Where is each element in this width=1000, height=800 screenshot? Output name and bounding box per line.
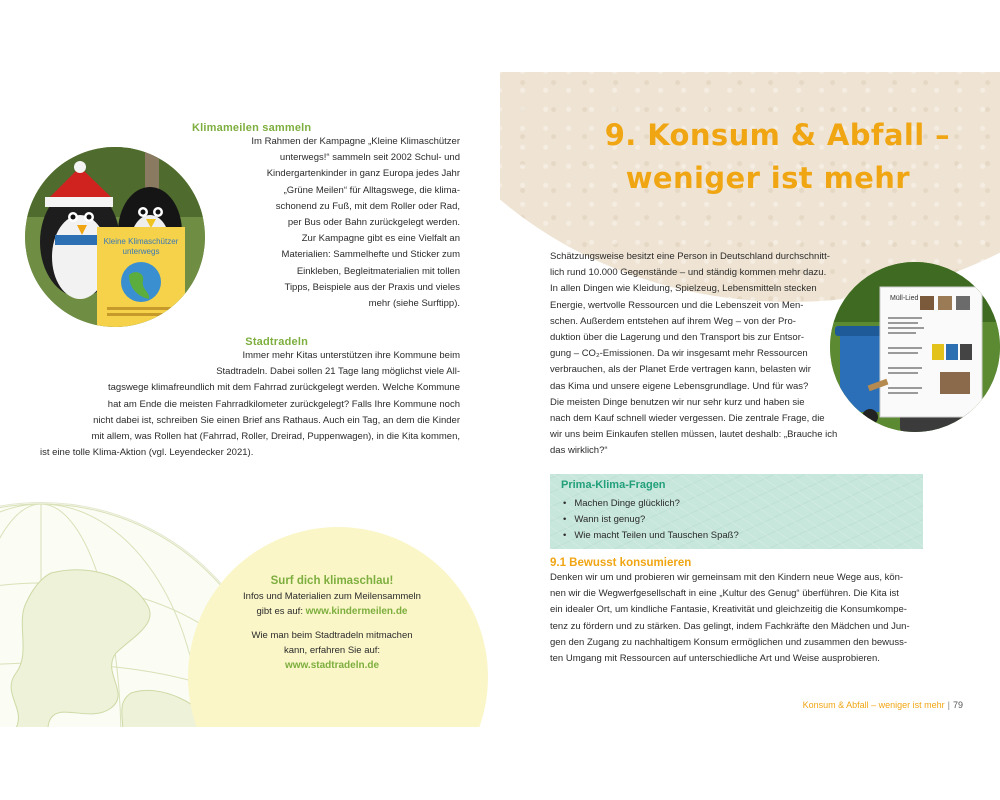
prima-klima-list	[563, 496, 739, 544]
surf-tip-line	[232, 604, 432, 619]
page-footer	[690, 700, 963, 710]
text-line: Denken wir um und probieren wir gemeinsam mit den Kindern neue Wege aus, kön-	[550, 572, 904, 583]
surf-tip-line: Infos und Materialien zum Meilensammeln	[243, 591, 421, 602]
section-bewusst-konsumieren	[550, 557, 922, 667]
text-line: nicht dabei ist, schreiben Sie einen Brief ans Rathaus. Auch ein Tag, an dem die Kinder	[93, 414, 460, 426]
list-item: • Wie macht Teilen und Tauschen Spaß?	[563, 528, 739, 544]
text-line: tenz zu fördern und zu stärken. Das gelingt, indem Fachkräfte den Mädchen und Jun-	[550, 620, 910, 632]
surf-tip-line: kann, erfahren Sie auf:	[283, 645, 381, 656]
text-line: Immer mehr Kitas unterstützen ihre Kommune beim	[242, 350, 460, 361]
booklet-subtitle: unterwegs	[122, 247, 160, 256]
chapter-title	[520, 114, 950, 200]
page-number: 79	[952, 700, 963, 710]
recycling-bins-photo	[830, 262, 1000, 432]
text-line: Tipps, Beispiele aus der Praxis und vieles	[284, 281, 460, 293]
text-line: „Grüne Meilen“ für Alltagswege, die klima-	[283, 184, 460, 196]
surf-tip-title: Surf dich klimaschlau!	[270, 575, 394, 587]
prima-klima-box	[550, 474, 923, 549]
text-line: wir uns beim Einkaufen stellen müssen, lautet deshalb: „Brauche ich	[550, 429, 838, 441]
text-line: verbrauchen, als der Planet Erde vertragen kann, belasten wir	[550, 364, 811, 376]
surf-tip-prefix: gibt es auf:	[256, 606, 306, 617]
stadtradeln-heading: Stadtradeln	[245, 336, 308, 348]
text-line: Im Rahmen der Kampagne „Kleine Klimaschützer	[251, 136, 460, 147]
text-line: nen wir die Wegwerfgesellschaft in eine „Kultur des Genug“ überführen. Die Kita ist	[550, 588, 899, 600]
text-line: unterwegs!“ sammeln seit 2002 Schul- und	[279, 152, 460, 164]
left-page	[0, 72, 500, 727]
text-line: Schätzungsweise besitzt eine Person in Deutschland durchschnitt-	[550, 251, 830, 262]
text-line: das wirklich?“	[550, 445, 608, 457]
text-line: tagswege klimafreundlich mit dem Fahrrad zurückgelegt werden. Welche Kommune	[107, 382, 460, 394]
sign-title: Müll-Lied	[890, 295, 919, 302]
text-line: In allen Dingen wie Kleidung, Spielzeug, Lebensmitteln stecken	[550, 283, 817, 295]
text-line: Zur Kampagne gibt es eine Vielfalt an	[301, 233, 460, 245]
text-line: Die meisten Dinge benutzen wir nur sehr kurz und haben sie	[550, 396, 805, 408]
stadtradeln-link[interactable]: www.stadtradeln.de	[284, 660, 380, 671]
text-line: gung – CO₂-Emissionen. Da wir insgesamt mehr Ressourcen	[550, 348, 808, 360]
text-line: das Kima und unsere eigene Lebensgrundlage. Und für was?	[550, 380, 809, 392]
chapter-title-line: 9. Konsum & Abfall –	[604, 118, 950, 152]
klimameilen-section	[192, 122, 460, 312]
text-line: gen den Zugang zu nachhaltigem Konsum ermöglichen und zusammen den bewuss-	[550, 636, 907, 648]
text-line: Stadtradeln. Dabei sollen 21 Tage lang möglichst viele All-	[216, 366, 460, 378]
text-line: per Bus oder Bahn zurückgelegt werden.	[287, 217, 460, 229]
text-line: Materialien: Sammelhefte und Sticker zum	[281, 249, 460, 261]
prima-klima-title: Prima-Klima-Fragen	[561, 479, 666, 491]
penguins-photo	[25, 147, 205, 327]
stadtradeln-section	[40, 336, 460, 461]
text-line: ist eine tolle Klima-Aktion (vgl. Leyendecker 2021).	[40, 447, 254, 459]
text-line: mit allem, was Rollen hat (Fahrrad, Roller, Dreirad, Puppenwagen), in die Kita kommen,	[91, 431, 460, 443]
booklet-title: Kleine Klimaschützer	[103, 237, 179, 246]
text-line: ten Umgang mit Ressourcen auf unterschiedliche Art und Weise ausprobieren.	[550, 653, 880, 665]
chapter-title-line: weniger ist mehr	[625, 161, 910, 195]
text-line: lich rund 10.000 Gegenstände – und ständig kommen mehr dazu.	[550, 267, 827, 279]
text-line: Energie, wertvolle Ressourcen und die Lebenszeit von Men-	[550, 299, 804, 311]
footer-separator: |	[947, 700, 950, 710]
text-line: ein idealer Ort, um kindliche Fantasie, Kreativität und gleichzeitig die Konsumkompe-	[550, 604, 907, 616]
text-line: nach dem Kauf schnell wieder vergessen. Die zentrale Frage, die	[550, 413, 825, 425]
text-line: mehr (siehe Surftipp).	[368, 298, 460, 310]
stadtradeln-body	[40, 348, 460, 461]
list-item: • Wann ist genug?	[563, 512, 739, 528]
book-spread	[0, 72, 1000, 727]
klimameilen-heading: Klimameilen sammeln	[192, 122, 312, 134]
klimameilen-body	[205, 134, 460, 312]
footer-chapter: Konsum & Abfall – weniger ist mehr	[802, 700, 945, 710]
text-line: schen. Außerdem entstehen auf ihrem Weg – von der Pro-	[550, 315, 796, 327]
text-line: Kindergartenkinder in ganz Europa jedes Jahr	[266, 168, 460, 180]
intro-text	[550, 249, 838, 460]
kindermeilen-link[interactable]: www.kindermeilen.de	[305, 606, 408, 617]
surf-tip-box	[232, 575, 432, 673]
text-line: Einkleben, Begleitmaterialien mit tollen	[296, 265, 460, 277]
surf-tip-line: Wie man beim Stadtradeln mitmachen	[251, 630, 413, 641]
section-body	[550, 570, 922, 667]
text-line: hat am Ende die meisten Fahrradkilometer zurückgelegt? Falls Ihre Kommune noch	[107, 398, 460, 410]
section-title: 9.1 Bewusst konsumieren	[550, 557, 692, 569]
text-line: duktion über die Lagerung und den Transport bis zur Entsor-	[550, 332, 805, 344]
list-item: • Machen Dinge glücklich?	[563, 496, 739, 512]
text-line: schonend zu Fuß, mit dem Roller oder Rad,	[275, 200, 460, 212]
